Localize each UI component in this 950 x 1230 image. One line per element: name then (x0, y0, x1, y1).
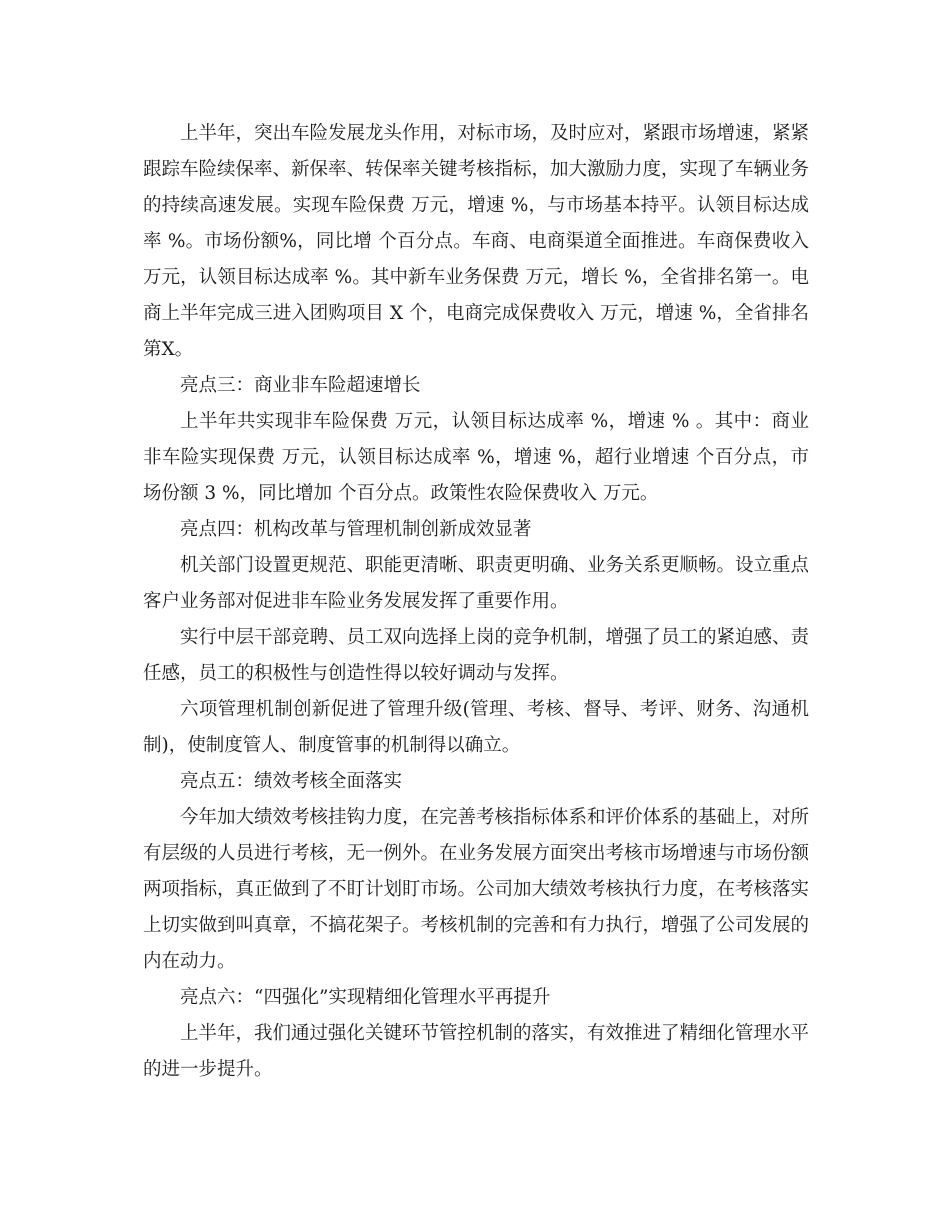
paragraph-competitive-mechanism: 实行中层干部竞聘、员工双向选择上岗的竞争机制，增强了员工的紧迫感、责任感，员工的积极性与创造性得以较好调动与发挥。 (143, 627, 810, 684)
heading-highlight-six: 亮点六：“四强化”实现精细化管理水平再提升 (180, 987, 551, 1008)
document-page (143, 116, 809, 1088)
heading-highlight-three: 亮点三：商业非车险超速增长 (180, 375, 421, 396)
paragraph-department-setup: 机关部门设置更规范、职能更清晰、职责更明确、业务关系更顺畅。设立重点客户业务部对促进非车险业务发展发挥了重要作用。 (143, 555, 810, 612)
paragraph-auto-insurance: 上半年，突出车险发展龙头作用，对标市场，及时应对，紧跟市场增速，紧紧跟踪车险续保率、新保率、转保率关键考核指标，加大激励力度，实现了车辆业务的持续高速发展。实现车险保费 万元，增速 %，与市场基本持平。认领目标达成率 %。市场份额%，同比增 个百分点。车商、电商渠道全面推进。车商保费收入 万元，认领目标达成率 %。其中新车业务保费 万元，增长 %，全省排名第一。电商上半年完成三进入团购项目 X 个，电商完成保费收入 万元，增速 %，全省排名第X。 (143, 123, 810, 360)
heading-highlight-five: 亮点五：绩效考核全面落实 (180, 771, 403, 792)
heading-highlight-four: 亮点四：机构改革与管理机制创新成效显著 (180, 519, 532, 540)
paragraph-management-innovation: 六项管理机制创新促进了管理升级(管理、考核、督导、考评、财务、沟通机制)，使制度管人、制度管事的机制得以确立。 (143, 699, 809, 756)
paragraph-performance-assessment: 今年加大绩效考核挂钩力度，在完善考核指标体系和评价体系的基础上，对所有层级的人员进行考核，无一例外。在业务发展方面突出考核市场增速与市场份额两项指标，真正做到了不盯计划盯市场。公司加大绩效考核执行力度，在考核落实上切实做到叫真章，不搞花架子。考核机制的完善和有力执行，增强了公司发展的内在动力。 (143, 807, 810, 972)
paragraph-refined-management: 上半年，我们通过强化关键环节管控机制的落实，有效推进了精细化管理水平的进一步提升。 (143, 1023, 810, 1080)
paragraph-non-auto-insurance: 上半年共实现非车险保费 万元，认领目标达成率 %，增速 % 。其中：商业非车险实现保费 万元，认领目标达成率 %，增速 %，超行业增速 个百分点，市场份额 3 %，同比增加 个百分点。政策性农险保费收入 万元。 (143, 411, 809, 504)
